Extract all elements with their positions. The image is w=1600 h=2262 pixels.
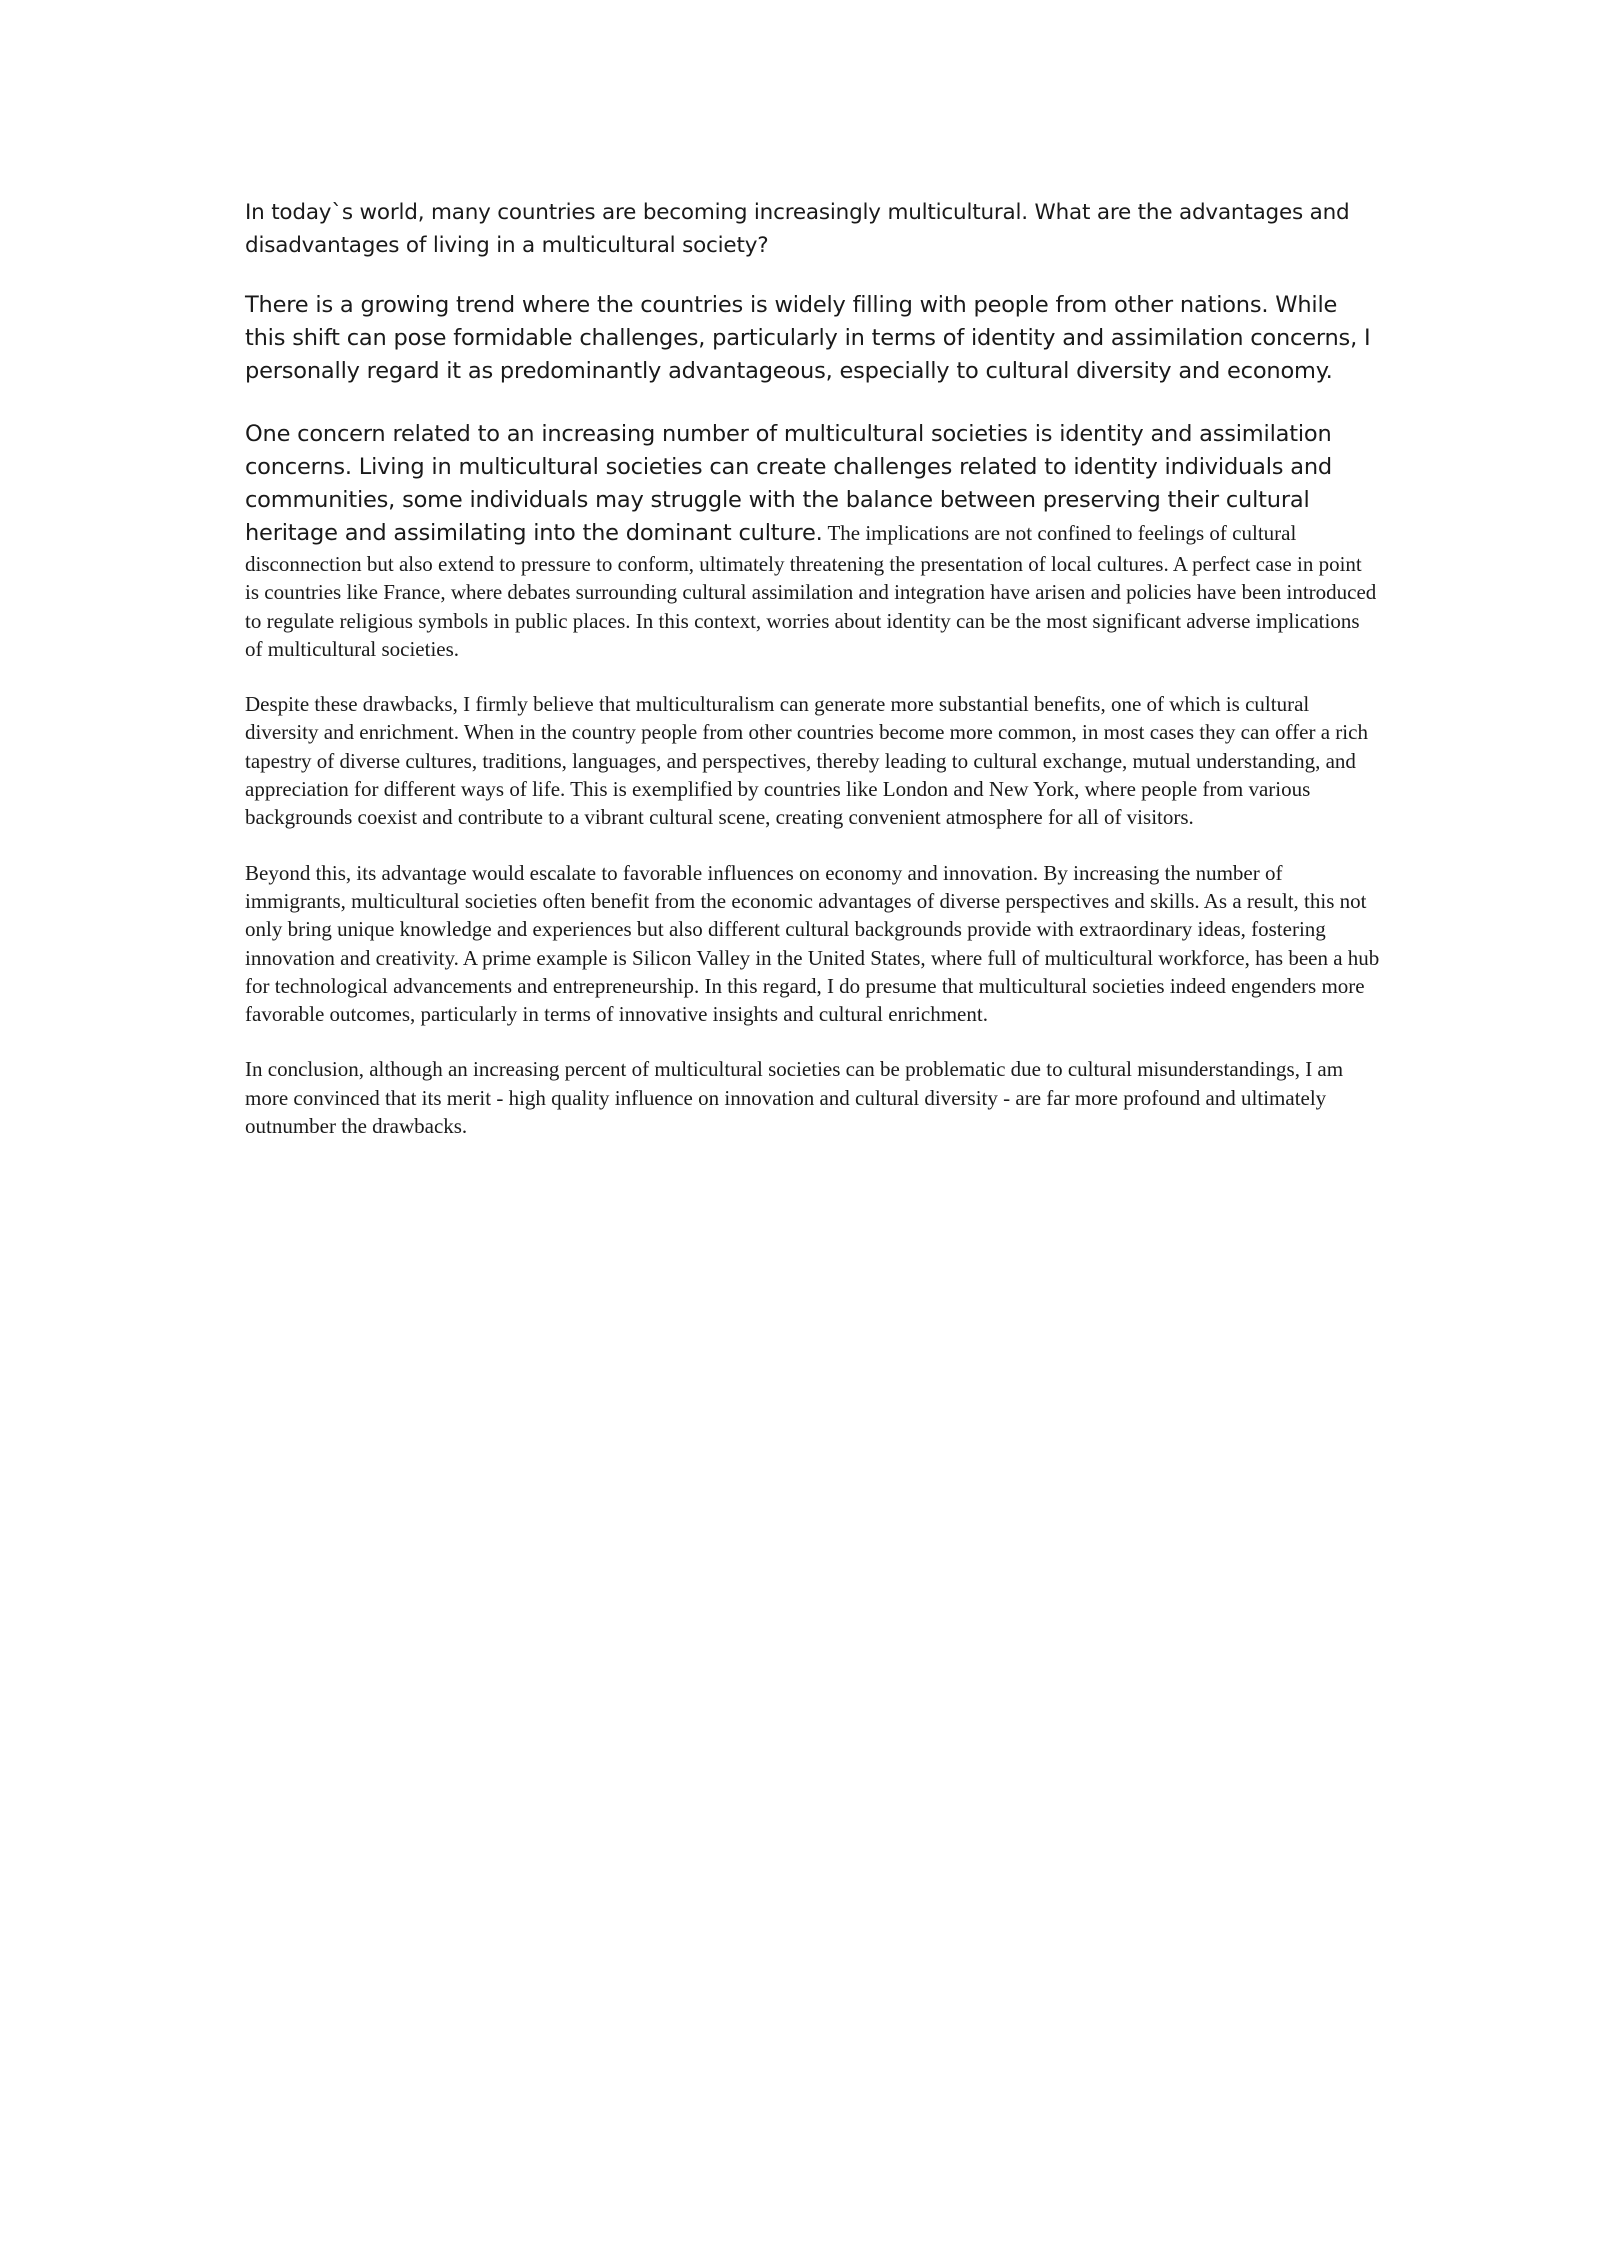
introduction-paragraph: There is a growing trend where the countries is widely filling with people from other nations. While this shift can pose formidable challenges, particularly in terms of identity and assimilation concerns, I personally regard it as predominantly advantageous, especially to cultural diversity and economy. xyxy=(245,292,1371,384)
body-paragraph-1 xyxy=(245,418,1380,663)
body-paragraph-3: Beyond this, its advantage would escalate to favorable influences on economy and innovation. By increasing the number of immigrants, multicultural societies often benefit from the economic advantages of diverse perspectives and skills. As a result, this not only bring unique knowledge and experiences but also different cultural backgrounds provide with extraordinary ideas, fostering innovation and creativity. A prime example is Silicon Valley in the United States, where full of multicultural workforce, has been a hub for technological advancements and entrepreneurship. In this regard, I do presume that multicultural societies indeed engenders more favorable outcomes, particularly in terms of innovative insights and cultural enrichment. xyxy=(245,860,1380,1027)
essay-question: In today`s world, many countries are becoming increasingly multicultural. What are the advantages and disadvantages of living in a multicultural society? xyxy=(245,200,1350,258)
conclusion-paragraph: In conclusion, although an increasing percent of multicultural societies can be problematic due to cultural misunderstandings, I am more convinced that its merit - high quality influence on innovation and cultural diversity - are far more profound and ultimately outnumber the drawbacks. xyxy=(245,1057,1344,1139)
body-paragraph-1-serif-part: The implications are not confined to feelings of cultural disconnection but also extend to pressure to conform, ultimately threatening the presentation of local cultures. A perfect case in point is countries like France, where debates surrounding cultural assimilation and integration have arisen and policies have been introduced to regulate religious symbols in public places. In this context, worries about identity can be the most significant adverse implications of multicultural societies. xyxy=(245,521,1377,661)
document-body xyxy=(245,196,1380,1140)
body-paragraph-1-sans-part: One concern related to an increasing number of multicultural societies is identity and assimilation concerns. Living in multicultural societies can create challenges related to identity individuals and communities, some individuals may struggle with the balance between preserving their cultural heritage and assimilating into the dominant culture. xyxy=(245,421,1332,546)
body-paragraph-2: Despite these drawbacks, I firmly believe that multiculturalism can generate more substantial benefits, one of which is cultural diversity and enrichment. When in the country people from other countries become more common, in most cases they can offer a rich tapestry of diverse cultures, traditions, languages, and perspectives, thereby leading to cultural exchange, mutual understanding, and appreciation for different ways of life. This is exemplified by countries like London and New York, where people from various backgrounds coexist and contribute to a vibrant cultural scene, creating convenient atmosphere for all of visitors. xyxy=(245,692,1368,830)
